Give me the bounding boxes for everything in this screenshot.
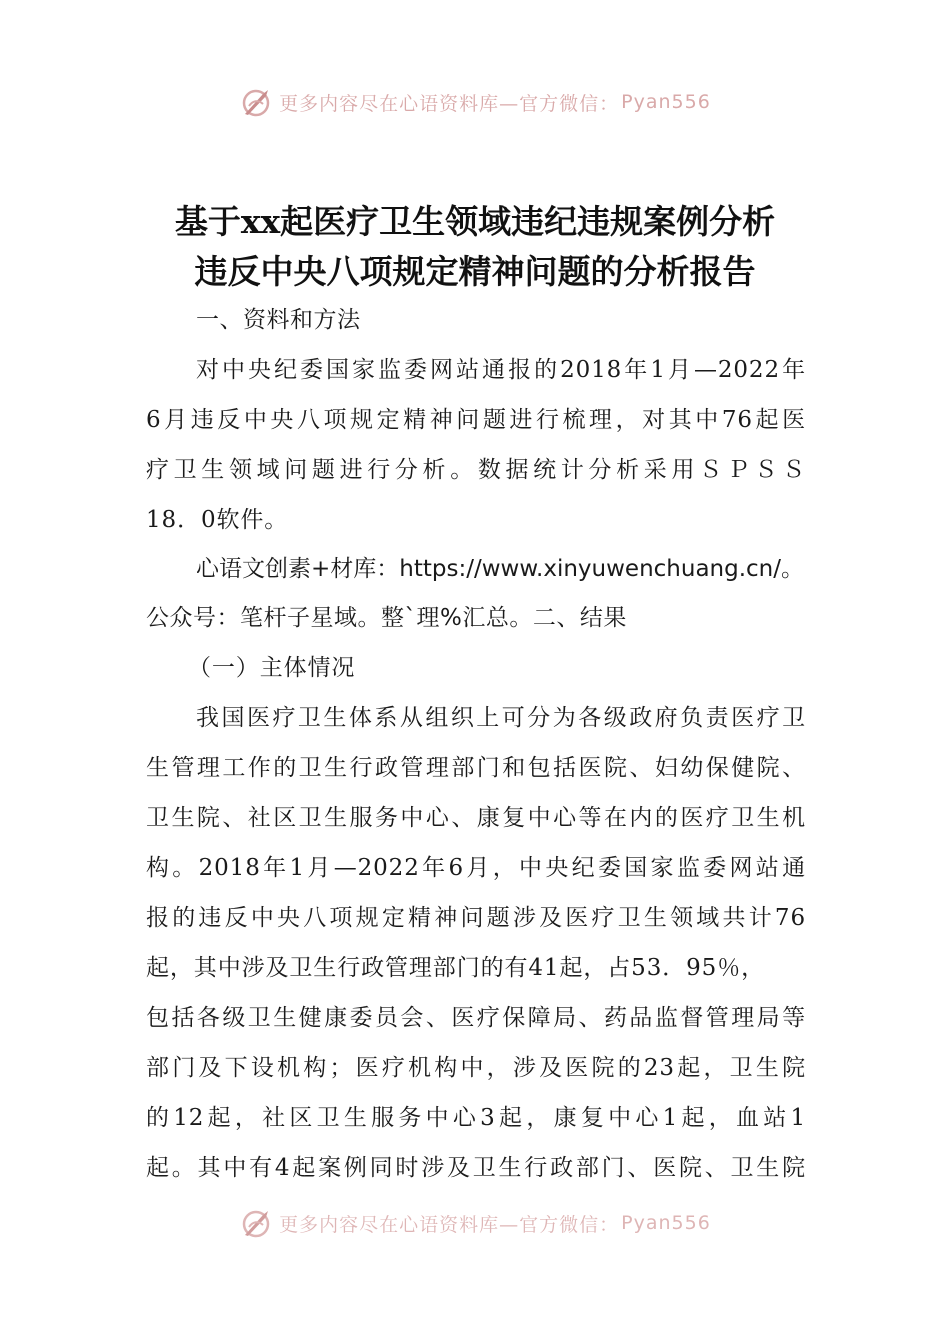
- paragraph-line: 包括各级卫生健康委员会、医疗保障局、药品监督管理局等: [146, 1005, 806, 1031]
- section-heading-results: 公众号：笔杆子星域。整`理%汇总。二、结果: [146, 605, 627, 631]
- paragraph-line: 6月违反中央八项规定精神问题进行梳理，对其中76起医: [146, 407, 806, 433]
- paragraph-line: 对中央纪委国家监委网站通报的2018年1月—2022年: [196, 357, 806, 383]
- paragraph-line: 的12起，社区卫生服务中心3起，康复中心1起，血站1: [146, 1105, 806, 1131]
- paragraph-line: 18．0软件。: [146, 507, 289, 533]
- watermark-wechat: Pyan556: [621, 91, 711, 113]
- paragraph-line: 疗卫生领域问题进行分析。数据统计分析采用ＳＰＳＳ: [146, 457, 806, 483]
- source-link-line: 心语文创素+材库：https://www.xinyuwenchuang.cn/。: [196, 556, 805, 582]
- document-title-line-2: 违反中央八项规定精神问题的分析报告: [194, 252, 756, 291]
- paragraph-line: 部门及下设机构；医疗机构中，涉及医院的23起，卫生院: [146, 1055, 806, 1081]
- watermark-footer: [0, 1203, 950, 1243]
- paragraph-line: 我国医疗卫生体系从组织上可分为各级政府负责医疗卫: [196, 705, 806, 731]
- watermark-text: 更多内容尽在心语资料库—官方微信：: [279, 1213, 620, 1236]
- watermark-wechat: Pyan556: [621, 1212, 711, 1234]
- pen-logo-icon: [239, 1205, 275, 1241]
- section-heading-methods: 一、资料和方法: [196, 307, 361, 333]
- paragraph-line: 报的违反中央八项规定精神问题涉及医疗卫生领域共计76: [146, 905, 806, 931]
- subsection-heading-subjects: （一）主体情况: [188, 655, 356, 681]
- paragraph-line: 卫生院、社区卫生服务中心、康复中心等在内的医疗卫生机: [146, 805, 806, 831]
- pen-logo-icon: [239, 84, 275, 120]
- paragraph-line: 起，其中涉及卫生行政管理部门的有41起，占53．95％，: [146, 955, 765, 981]
- document-title-line-1: 基于xx起医疗卫生领域违纪违规案例分析: [174, 202, 776, 241]
- watermark-header: [0, 82, 950, 122]
- watermark-text: 更多内容尽在心语资料库—官方微信：: [279, 92, 620, 115]
- paragraph-line: 构。2018年1月—2022年6月，中央纪委国家监委网站通: [146, 855, 806, 881]
- paragraph-line: 生管理工作的卫生行政管理部门和包括医院、妇幼保健院、: [146, 755, 806, 781]
- paragraph-line: 起。其中有4起案例同时涉及卫生行政部门、医院、卫生院: [146, 1155, 806, 1181]
